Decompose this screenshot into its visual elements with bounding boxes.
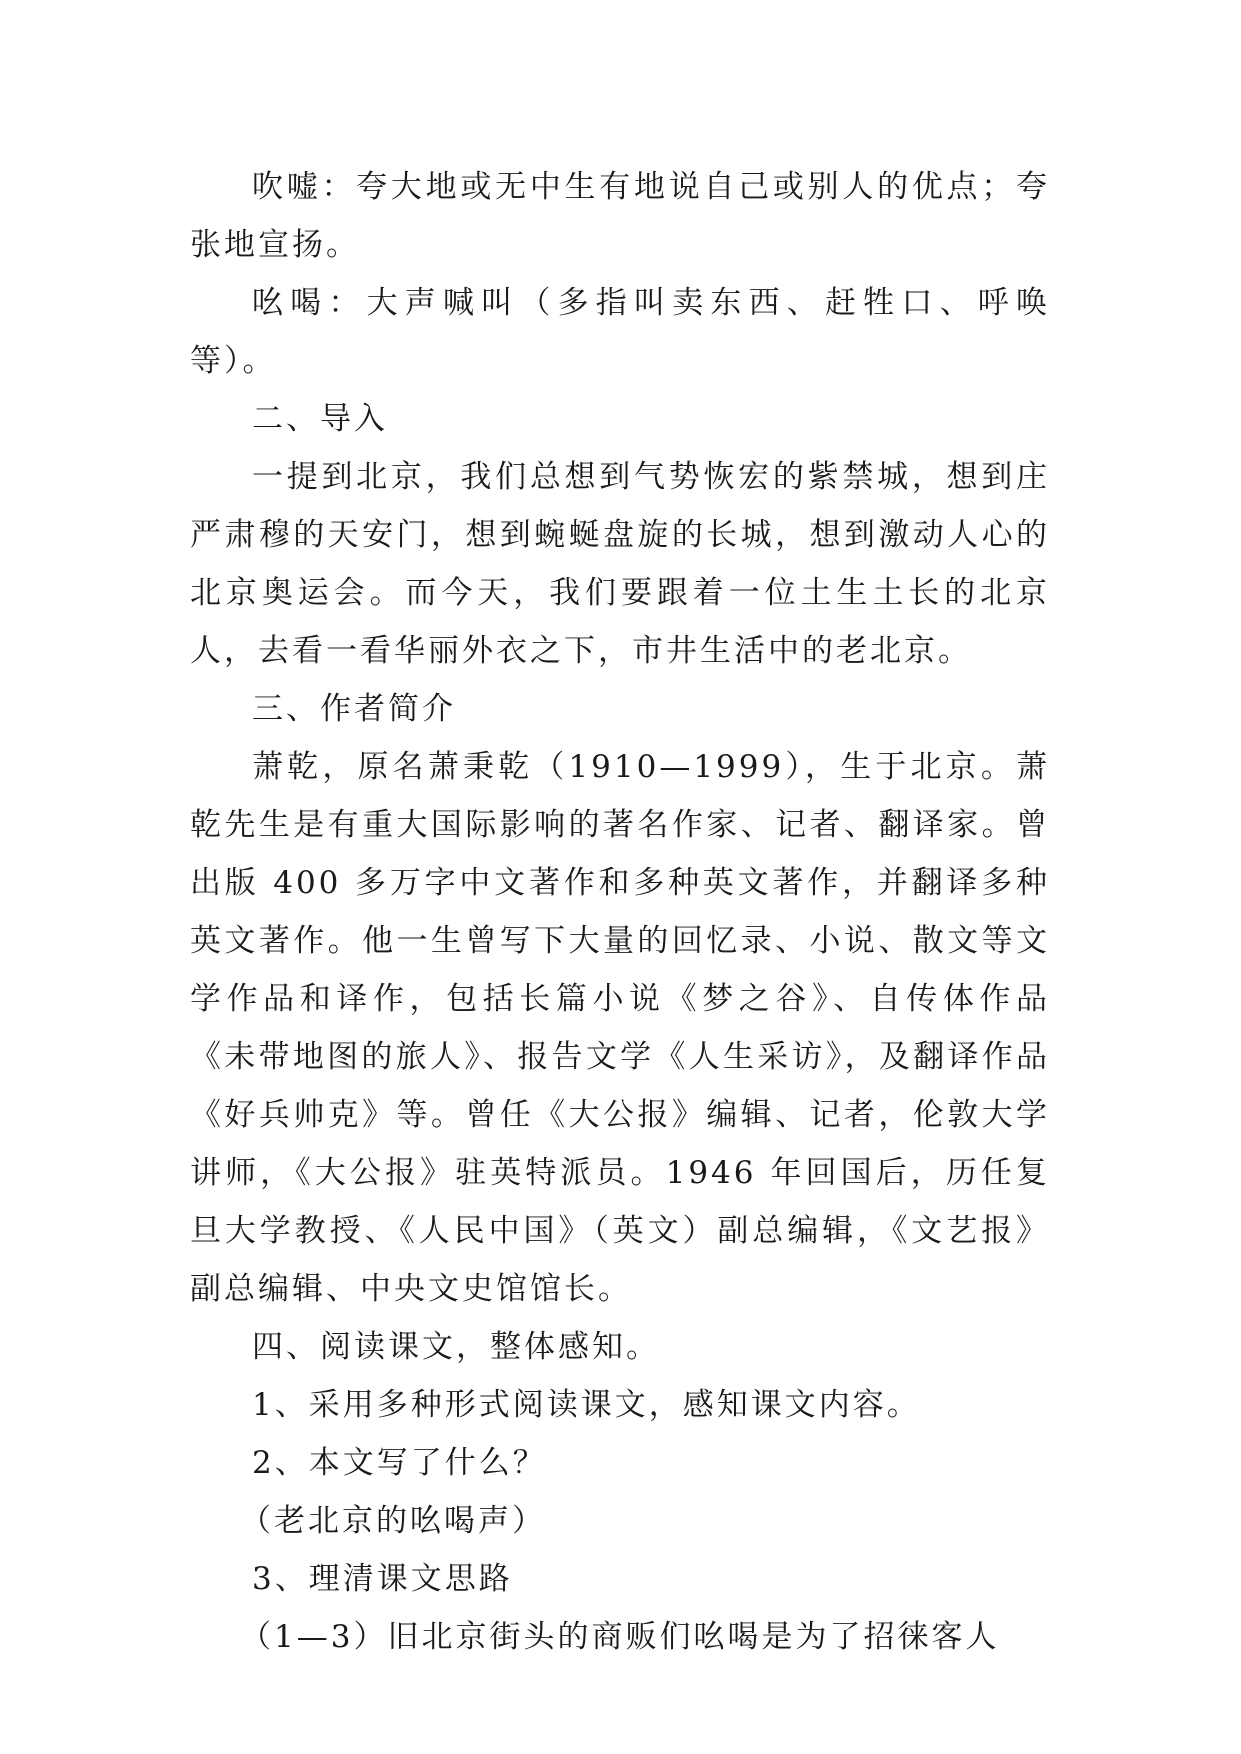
paragraph-author-bio: 萧乾，原名萧秉乾（1910—1999），生于北京。萧乾先生是有重大国际影响的著名作家、记者、翻译家。曾出版 400 多万字中文著作和多种英文著作，并翻译多种英文著作。他一生曾写下大量的回忆录、小说、散文等文学作品和译作，包括长篇小说《梦之谷》、自传体作品《未带地图的旅人》、报告文学《人生采访》，及翻译作品《好兵帅克》等。曾任《大公报》编辑、记者，伦敦大学讲师，《大公报》驻英特派员。1946 年回国后，历任复旦大学教授、《人民中国》（英文）副总编辑，《文艺报》副总编辑、中央文史馆馆长。 (190, 749, 1050, 1307)
section-heading-reading: 四、阅读课文，整体感知。 (252, 1329, 660, 1365)
outline-item-1-3: （1—3）旧北京街头的商贩们吆喝是为了招徕客人 (240, 1619, 1000, 1655)
paragraph-introduction: 一提到北京，我们总想到气势恢宏的紫禁城，想到庄严肃穆的天安门，想到蜿蜒盘旋的长城，想到激动人心的北京奥运会。而今天，我们要跟着一位土生土长的北京人，去看一看华丽外衣之下，市井生活中的老北京。 (190, 459, 1050, 669)
section-heading-author: 三、作者简介 (252, 691, 456, 727)
list-item-2: 2、本文写了什么？ (252, 1445, 547, 1481)
document-body (190, 158, 1050, 1666)
answer-note: （老北京的吆喝声） (240, 1503, 546, 1539)
list-item-1: 1、采用多种形式阅读课文，感知课文内容。 (252, 1387, 921, 1423)
paragraph-definition-yaohe: 吆喝：大声喊叫（多指叫卖东西、赶牲口、呼唤等）。 (190, 285, 1050, 379)
section-heading-introduction: 二、导入 (252, 401, 388, 437)
paragraph-definition-chuixu: 吹嘘：夸大地或无中生有地说自己或别人的优点；夸张地宣扬。 (190, 169, 1050, 263)
list-item-3: 3、理清课文思路 (252, 1561, 513, 1597)
